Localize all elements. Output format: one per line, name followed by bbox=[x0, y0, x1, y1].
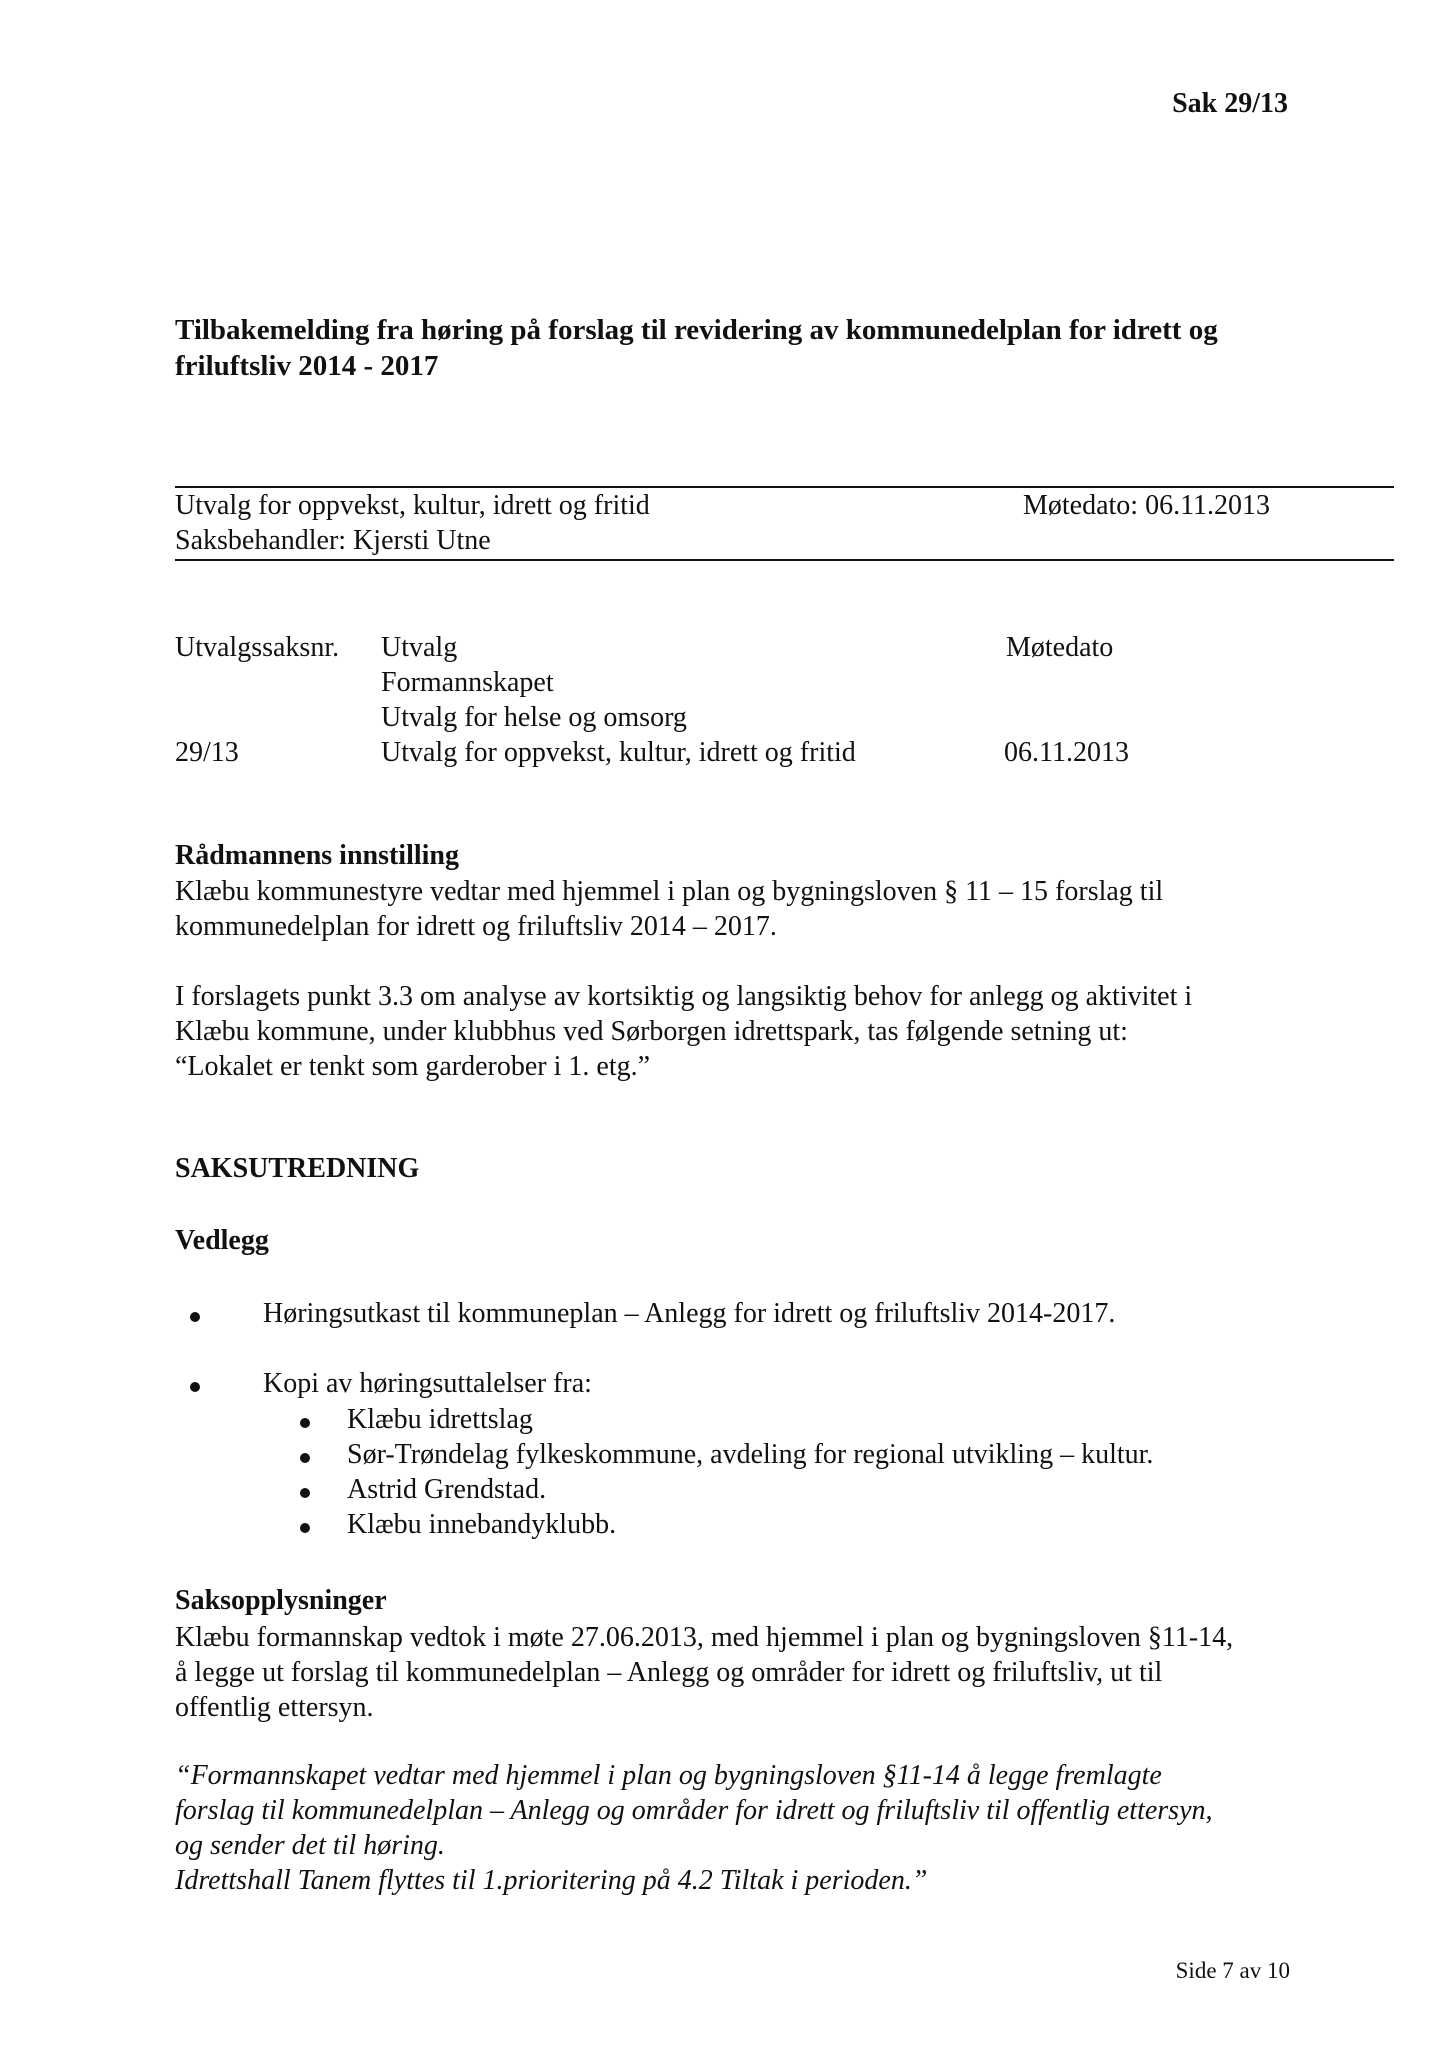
sub-list-item: Klæbu idrettslag bbox=[347, 1404, 533, 1435]
bullet-icon bbox=[300, 1418, 310, 1428]
text-line: forslag til kommunedelplan – Anlegg og områder for idrett og friluftsliv til offentlig ettersyn, bbox=[175, 1795, 1213, 1826]
bullet-icon bbox=[300, 1523, 310, 1533]
table-row-committee: Utvalg for helse og omsorg bbox=[381, 702, 687, 733]
attachments-heading: Vedlegg bbox=[175, 1225, 269, 1256]
case-officer: Saksbehandler: Kjersti Utne bbox=[175, 525, 491, 556]
text-line: “Lokalet er tenkt som garderober i 1. etg.” bbox=[175, 1051, 651, 1082]
list-item: Høringsutkast til kommuneplan – Anlegg for idrett og friluftsliv 2014-2017. bbox=[263, 1298, 1116, 1329]
decision-quote bbox=[175, 1758, 1213, 1898]
table-row-case-no: 29/13 bbox=[175, 737, 239, 768]
bullet-icon bbox=[300, 1488, 310, 1498]
list-item: Kopi av høringsuttalelser fra: bbox=[263, 1368, 592, 1399]
info-heading: Saksopplysninger bbox=[175, 1585, 387, 1616]
table-header-date: Møtedato bbox=[1006, 632, 1114, 663]
text-line: kommunedelplan for idrett og friluftsliv 2014 – 2017. bbox=[175, 911, 777, 942]
committee-name: Utvalg for oppvekst, kultur, idrett og fritid bbox=[175, 490, 650, 521]
sub-list-item: Sør-Trøndelag fylkeskommune, avdeling for regional utvikling – kultur. bbox=[347, 1439, 1154, 1470]
recommendation-para-1 bbox=[175, 874, 1163, 944]
table-header-case-no: Utvalgssaksnr. bbox=[175, 632, 340, 663]
text-line: “Formannskapet vedtar med hjemmel i plan og bygningsloven §11-14 å legge fremlagte bbox=[175, 1760, 1162, 1791]
text-line: Klæbu kommune, under klubbhus ved Sørborgen idrettspark, tas følgende setning ut: bbox=[175, 1016, 1128, 1047]
title-line: friluftsliv 2014 - 2017 bbox=[175, 350, 439, 382]
table-row-committee: Utvalg for oppvekst, kultur, idrett og fritid bbox=[381, 737, 856, 768]
recommendation-heading: Rådmannens innstilling bbox=[175, 840, 459, 871]
text-line: I forslagets punkt 3.3 om analyse av kortsiktig og langsiktig behov for anlegg og aktivitet i bbox=[175, 981, 1193, 1012]
header-bottom-rule bbox=[175, 559, 1394, 561]
page-number: Side 7 av 10 bbox=[1175, 1958, 1290, 1983]
table-header-committee: Utvalg bbox=[381, 632, 458, 663]
bullet-icon bbox=[190, 1312, 200, 1322]
recommendation-para-2 bbox=[175, 979, 1192, 1084]
info-paragraph bbox=[175, 1620, 1233, 1725]
sub-list-item: Klæbu innebandyklubb. bbox=[347, 1509, 617, 1540]
bullet-icon bbox=[300, 1453, 310, 1463]
sub-list-item: Astrid Grendstad. bbox=[347, 1474, 547, 1505]
text-line: offentlig ettersyn. bbox=[175, 1692, 374, 1723]
text-line: å legge ut forslag til kommunedelplan – Anlegg og områder for idrett og friluftsliv, ut til bbox=[175, 1657, 1163, 1688]
text-line: Klæbu kommunestyre vedtar med hjemmel i plan og bygningsloven § 11 – 15 forslag til bbox=[175, 876, 1164, 907]
case-reference: Sak 29/13 bbox=[1172, 88, 1288, 119]
document-title bbox=[175, 312, 1218, 384]
text-line: Klæbu formannskap vedtok i møte 27.06.2013, med hjemmel i plan og bygningsloven §11-14, bbox=[175, 1622, 1234, 1653]
meeting-date: Møtedato: 06.11.2013 bbox=[1023, 490, 1271, 521]
text-line: Idrettshall Tanem flyttes til 1.prioritering på 4.2 Tiltak i perioden.” bbox=[175, 1865, 928, 1896]
title-line: Tilbakemelding fra høring på forslag til revidering av kommunedelplan for idrett og bbox=[175, 314, 1218, 346]
header-top-rule bbox=[175, 486, 1394, 488]
saksutredning-heading: SAKSUTREDNING bbox=[175, 1153, 420, 1184]
text-line: og sender det til høring. bbox=[175, 1830, 445, 1861]
table-row-date: 06.11.2013 bbox=[1004, 737, 1129, 768]
bullet-icon bbox=[190, 1382, 200, 1392]
table-row-committee: Formannskapet bbox=[381, 667, 554, 698]
